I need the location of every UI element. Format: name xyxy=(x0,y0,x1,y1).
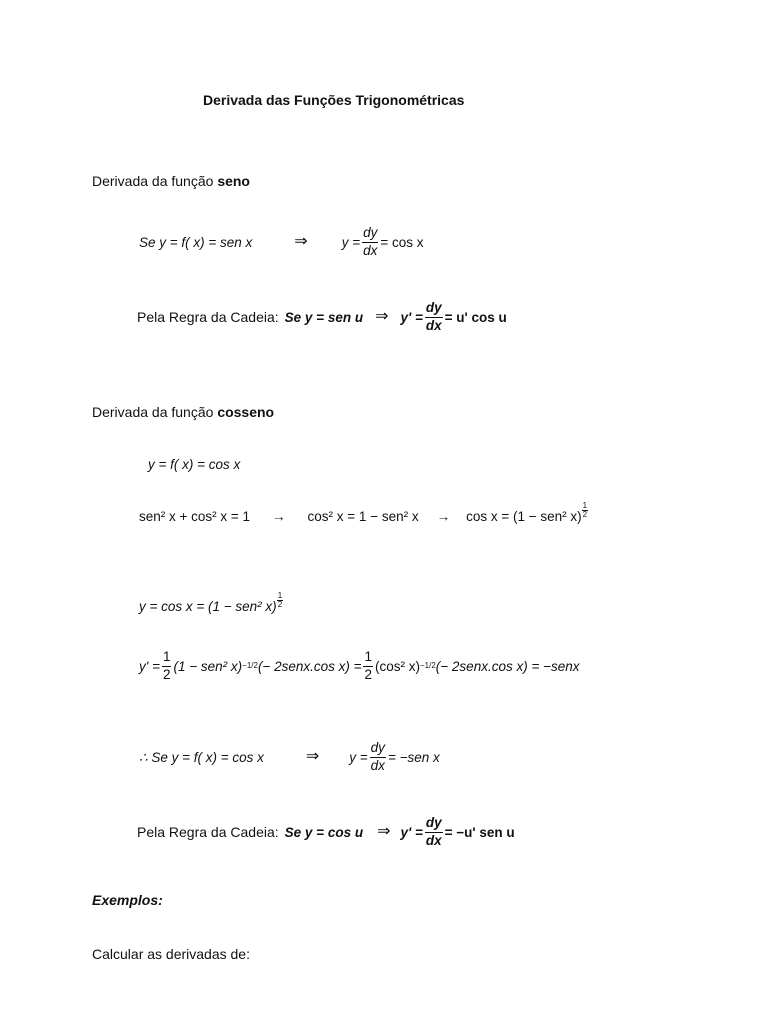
section-heading-seno xyxy=(92,174,250,188)
arrow-symbol: → xyxy=(436,509,451,524)
frac-num: dy xyxy=(425,816,443,833)
frac-den: dx xyxy=(425,832,442,848)
fraction-dy-dx xyxy=(425,816,443,849)
frac-num: 1 xyxy=(162,650,172,667)
examples-heading: Exemplos: xyxy=(92,892,163,908)
equation-cosine-power xyxy=(139,591,283,614)
equation-cosine-function: y = f( x) = cos x xyxy=(148,457,241,472)
frac-den: dx xyxy=(425,317,442,333)
chain1-y: y' = xyxy=(400,309,423,325)
section-heading-cosseno xyxy=(92,405,274,419)
implies-symbol: ⇒ xyxy=(377,823,391,841)
exp-den: 2 xyxy=(277,600,283,610)
eq3-a: sen² x + cos² x = 1 xyxy=(139,509,251,524)
chain-rule-cosine xyxy=(137,816,515,849)
chain-label: Pela Regra da Cadeia: xyxy=(137,309,279,326)
eq1-y: y = xyxy=(341,234,361,250)
chain1-right: = u' cos u xyxy=(444,309,507,325)
heading-prefix: Derivada da função xyxy=(92,404,218,420)
exp-num: 1 xyxy=(277,591,283,601)
equation-pythagorean-identity xyxy=(139,501,588,524)
eq5-part1: (1 − sen² x) xyxy=(173,658,243,674)
implies-symbol: ⇒ xyxy=(305,748,320,766)
exponent-half xyxy=(277,592,283,609)
eq4-text: y = cos x = (1 − sen² x) xyxy=(139,599,277,614)
frac-num: dy xyxy=(425,301,443,318)
fraction-half xyxy=(363,650,373,683)
heading-bold: cosseno xyxy=(217,404,275,420)
arrow-symbol: → xyxy=(272,509,286,524)
exp-den: 2 xyxy=(582,510,588,520)
frac-num: dy xyxy=(362,226,378,243)
eq6-left: ∴ Se y = f( x) = cos x xyxy=(139,749,264,765)
eq5-part2: (− 2senx.cos x) = xyxy=(257,658,362,674)
equation-derivative-chain: y' = $\frac{1}{2}$ (1 − sen² x) −1/2 (− 2senx.cos x) = $\frac{1}{2}$ (cos² x) −1/2 (− 2senx.cos x) = −senx xyxy=(139,649,580,682)
page-title: Derivada das Funções Trigonométricas xyxy=(203,92,465,108)
chain-rule-sine xyxy=(137,301,507,334)
eq1-left: Se y = f( x) = sen x xyxy=(139,234,253,250)
eq1-right: = cos x xyxy=(380,234,424,250)
chain2-y: y' = xyxy=(400,824,423,840)
eq3-c: cos x = (1 − sen² x) xyxy=(466,509,582,524)
eq6-right: = −sen x xyxy=(387,749,440,765)
frac-den: 2 xyxy=(364,666,372,682)
instruction-text: Calcular as derivadas de: xyxy=(92,946,250,962)
implies-symbol: ⇒ xyxy=(294,233,308,251)
eq6-y: y = xyxy=(349,749,368,765)
frac-den: dx xyxy=(370,757,385,773)
fraction-dy-dx xyxy=(362,226,378,259)
equation-derivative-sine xyxy=(139,226,424,259)
eq5-part3: (cos² x) xyxy=(375,658,420,674)
fraction-dy-dx xyxy=(425,301,443,334)
eq5-y: y' = xyxy=(139,658,160,674)
fraction-half xyxy=(162,650,172,683)
chain-label: Pela Regra da Cadeia: xyxy=(137,824,279,841)
implies-symbol: ⇒ xyxy=(375,308,389,326)
heading-bold: seno xyxy=(217,173,250,189)
exp-num: 1 xyxy=(582,501,588,511)
frac-num: dy xyxy=(370,741,386,758)
frac-den: dx xyxy=(363,242,378,258)
eq3-b: cos² x = 1 − sen² x xyxy=(307,509,419,524)
eq5-part4: (− 2senx.cos x) = −senx xyxy=(435,658,580,674)
chain2-left: Se y = cos u xyxy=(284,824,364,840)
chain1-left: Se y = sen u xyxy=(284,309,364,325)
fraction-dy-dx xyxy=(370,741,386,774)
frac-num: 1 xyxy=(363,650,373,667)
heading-prefix: Derivada da função xyxy=(92,173,218,189)
exponent-half xyxy=(582,502,588,519)
frac-den: 2 xyxy=(162,666,171,682)
equation-derivative-cosine xyxy=(139,741,440,774)
chain2-right: = −u' sen u xyxy=(444,824,515,840)
